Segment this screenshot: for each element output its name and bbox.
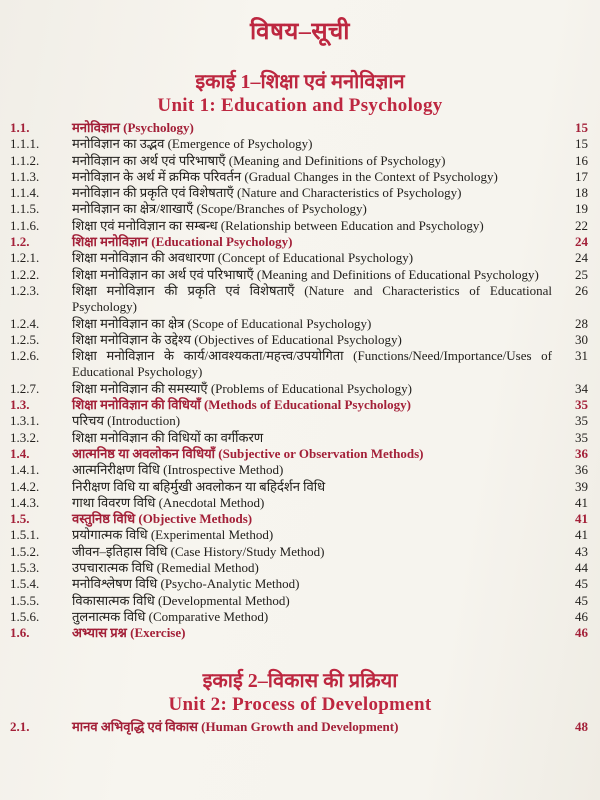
entry-title: मनोविज्ञान का उद्भव (Emergence of Psychology) <box>72 136 313 152</box>
entry-number: 1.5. <box>10 511 30 527</box>
toc-entry <box>6 348 594 381</box>
entry-page-number: 25 <box>575 266 588 282</box>
entry-page-number: 41 <box>575 511 588 527</box>
toc-entry <box>6 218 594 234</box>
entry-number: 1.4.2. <box>10 478 40 494</box>
toc-entry <box>6 430 594 446</box>
entry-title: मनोविज्ञान का क्षेत्र/शाखाएँ (Scope/Branches of Psychology) <box>72 201 367 217</box>
entry-title: वस्तुनिष्ठ विधि (Objective Methods) <box>72 511 253 527</box>
unit-section <box>6 666 594 735</box>
entry-title: मानव अभिवृद्धि एवं विकास (Human Growth and Development) <box>72 718 399 734</box>
entry-title: शिक्षा मनोविज्ञान की विधियाँ (Methods of Educational Psychology) <box>72 397 411 413</box>
entry-page-number: 15 <box>575 120 588 135</box>
entry-page-number: 26 <box>575 282 588 298</box>
entry-page-number: 45 <box>575 592 588 608</box>
entry-title: आत्मनिष्ठ या अवलोकन विधियाँ (Subjective or Observation Methods) <box>72 445 424 461</box>
toc-entry <box>6 544 594 560</box>
entry-title: शिक्षा मनोविज्ञान की विधियों का वर्गीकरण <box>72 429 264 445</box>
entry-title: शिक्षा मनोविज्ञान की समस्याएँ (Problems of Educational Psychology) <box>72 380 412 396</box>
entry-number: 1.2. <box>10 234 30 250</box>
unit-entries <box>6 120 594 642</box>
entry-title: मनोविज्ञान के अर्थ में क्रमिक परिवर्तन (Gradual Changes in the Context of Psychology) <box>72 168 498 184</box>
entry-number: 1.2.7. <box>10 380 40 396</box>
entry-title: शिक्षा मनोविज्ञान की अवधारणा (Concept of Educational Psychology) <box>72 250 414 266</box>
entry-page-number: 28 <box>575 315 588 331</box>
unit-section <box>6 67 594 642</box>
entry-number: 1.5.6. <box>10 608 40 624</box>
entry-page-number: 30 <box>575 331 588 347</box>
entry-title: शिक्षा मनोविज्ञान के कार्य/आवश्यकता/महत्त्व/उपयोगिता (Functions/Need/Importance/Uses of Educational Psychology) <box>72 348 552 380</box>
entry-number: 2.1. <box>10 718 30 734</box>
entry-page-number: 35 <box>575 397 588 413</box>
entry-number: 1.1.2. <box>10 152 40 168</box>
entry-title: निरीक्षण विधि या बहिर्मुखी अवलोकन या बहिर्दर्शन विधि <box>72 478 326 494</box>
entry-number: 1.5.5. <box>10 592 40 608</box>
entry-title: आत्मनिरीक्षण विधि (Introspective Method) <box>72 462 284 478</box>
entry-number: 1.4.3. <box>10 494 40 510</box>
entry-page-number: 35 <box>575 429 588 445</box>
entry-number: 1.2.4. <box>10 315 40 331</box>
toc-entry <box>6 332 594 348</box>
entry-title: विकासात्मक विधि (Developmental Method) <box>72 592 290 608</box>
entry-page-number: 15 <box>575 136 588 152</box>
entry-number: 1.2.1. <box>10 250 40 266</box>
entry-title: जीवन–इतिहास विधि (Case History/Study Method) <box>72 543 325 559</box>
toc-entry <box>6 234 594 250</box>
entry-page-number: 34 <box>575 380 588 396</box>
toc-entry <box>6 446 594 462</box>
entry-number: 1.2.6. <box>10 348 40 364</box>
entry-page-number: 36 <box>575 445 588 461</box>
toc-entry <box>6 609 594 625</box>
entry-page-number: 35 <box>575 413 588 429</box>
entry-number: 1.1.4. <box>10 185 40 201</box>
entry-page-number: 24 <box>575 234 588 250</box>
entry-title: मनोविज्ञान (Psychology) <box>72 120 194 135</box>
entry-page-number: 24 <box>575 250 588 266</box>
entry-page-number: 17 <box>575 168 588 184</box>
toc-entry <box>6 511 594 527</box>
entry-number: 1.1.5. <box>10 201 40 217</box>
unit-heading-english: Unit 2: Process of Development <box>168 693 432 715</box>
entry-page-number: 45 <box>575 576 588 592</box>
entry-page-number: 44 <box>575 560 588 576</box>
entry-page-number: 43 <box>575 543 588 559</box>
entry-page-number: 19 <box>575 201 588 217</box>
entry-page-number: 22 <box>575 217 588 233</box>
entry-title: शिक्षा मनोविज्ञान के उद्देश्य (Objectives of Educational Psychology) <box>72 331 402 347</box>
unit-entries <box>6 719 594 735</box>
entry-title: गाथा विवरण विधि (Anecdotal Method) <box>72 494 265 510</box>
entry-page-number: 48 <box>575 718 588 734</box>
unit-heading-english: Unit 1: Education and Psychology <box>157 95 443 116</box>
entry-title: शिक्षा मनोविज्ञान (Educational Psychology) <box>72 234 293 250</box>
entry-page-number: 46 <box>575 608 588 624</box>
entry-title: मनोविज्ञान का अर्थ एवं परिभाषाएँ (Meaning and Definitions of Psychology) <box>72 152 446 168</box>
entry-number: 1.5.4. <box>10 576 40 592</box>
entry-title: शिक्षा एवं मनोविज्ञान का सम्बन्ध (Relationship between Education and Psychology) <box>72 217 484 233</box>
toc-entry <box>6 479 594 495</box>
entry-page-number: 36 <box>575 462 588 478</box>
toc-entry <box>6 495 594 511</box>
entry-number: 1.5.3. <box>10 560 40 576</box>
toc-entry <box>6 153 594 169</box>
unit-heading-hindi: इकाई 2–विकास की प्रक्रिया <box>202 669 398 692</box>
entry-title: तुलनात्मक विधि (Comparative Method) <box>72 608 269 624</box>
unit-heading-hindi: इकाई 1–शिक्षा एवं मनोविज्ञान <box>195 71 405 93</box>
toc-entry <box>6 462 594 478</box>
entry-number: 1.5.1. <box>10 527 40 543</box>
entry-number: 1.5.2. <box>10 543 40 559</box>
entry-page-number: 46 <box>575 625 588 641</box>
entry-title: मनोविज्ञान की प्रकृति एवं विशेषताएँ (Nature and Characteristics of Psychology) <box>72 185 462 201</box>
entry-number: 1.1.6. <box>10 217 40 233</box>
toc-entry <box>6 201 594 217</box>
entry-number: 1.2.2. <box>10 266 40 282</box>
toc-entry <box>6 560 594 576</box>
entry-title: शिक्षा मनोविज्ञान की प्रकृति एवं विशेषताएँ (Nature and Characteristics of Educational Psychology) <box>72 282 552 315</box>
toc-entry <box>6 527 594 543</box>
entry-title: मनोविश्लेषण विधि (Psycho-Analytic Method) <box>72 576 300 592</box>
entry-number: 1.6. <box>10 625 30 641</box>
toc-entry <box>6 397 594 413</box>
toc-entry <box>6 120 594 136</box>
entry-number: 1.3.1. <box>10 413 40 429</box>
toc-entry <box>6 250 594 266</box>
toc-entry <box>6 316 594 332</box>
entry-title: अभ्यास प्रश्न (Exercise) <box>72 625 186 641</box>
toc-entry <box>6 267 594 283</box>
entry-title: प्रयोगात्मक विधि (Experimental Method) <box>72 527 274 543</box>
toc-entry <box>6 185 594 201</box>
toc-entry <box>6 593 594 609</box>
entry-number: 1.2.5. <box>10 331 40 347</box>
entry-page-number: 41 <box>575 527 588 543</box>
entry-title: उपचारात्मक विधि (Remedial Method) <box>72 560 259 576</box>
entry-number: 1.3.2. <box>10 429 40 445</box>
entry-number: 1.3. <box>10 397 30 413</box>
entry-page-number: 16 <box>575 152 588 168</box>
toc-entry <box>6 625 594 641</box>
entry-title: शिक्षा मनोविज्ञान का क्षेत्र (Scope of Educational Psychology) <box>72 315 372 331</box>
toc-entry <box>6 413 594 429</box>
entry-number: 1.4.1. <box>10 462 40 478</box>
entry-number: 1.1.1. <box>10 136 40 152</box>
toc-entry <box>6 283 594 316</box>
page-title: विषय–सूची <box>249 19 351 45</box>
entry-number: 1.1. <box>10 120 30 135</box>
toc-entry <box>6 576 594 592</box>
entry-page-number: 18 <box>575 185 588 201</box>
entry-number: 1.1.3. <box>10 168 40 184</box>
table-of-contents <box>6 67 594 735</box>
entry-page-number: 39 <box>575 478 588 494</box>
entry-title: शिक्षा मनोविज्ञान का अर्थ एवं परिभाषाएँ (Meaning and Definitions of Educational Psychology) <box>72 266 539 282</box>
entry-page-number: 31 <box>575 348 588 364</box>
toc-entry <box>6 719 594 735</box>
toc-entry <box>6 169 594 185</box>
entry-title: परिचय (Introduction) <box>72 413 181 429</box>
entry-number: 1.4. <box>10 445 30 461</box>
entry-page-number: 41 <box>575 494 588 510</box>
toc-entry <box>6 136 594 152</box>
toc-entry <box>6 381 594 397</box>
entry-number: 1.2.3. <box>10 282 40 298</box>
